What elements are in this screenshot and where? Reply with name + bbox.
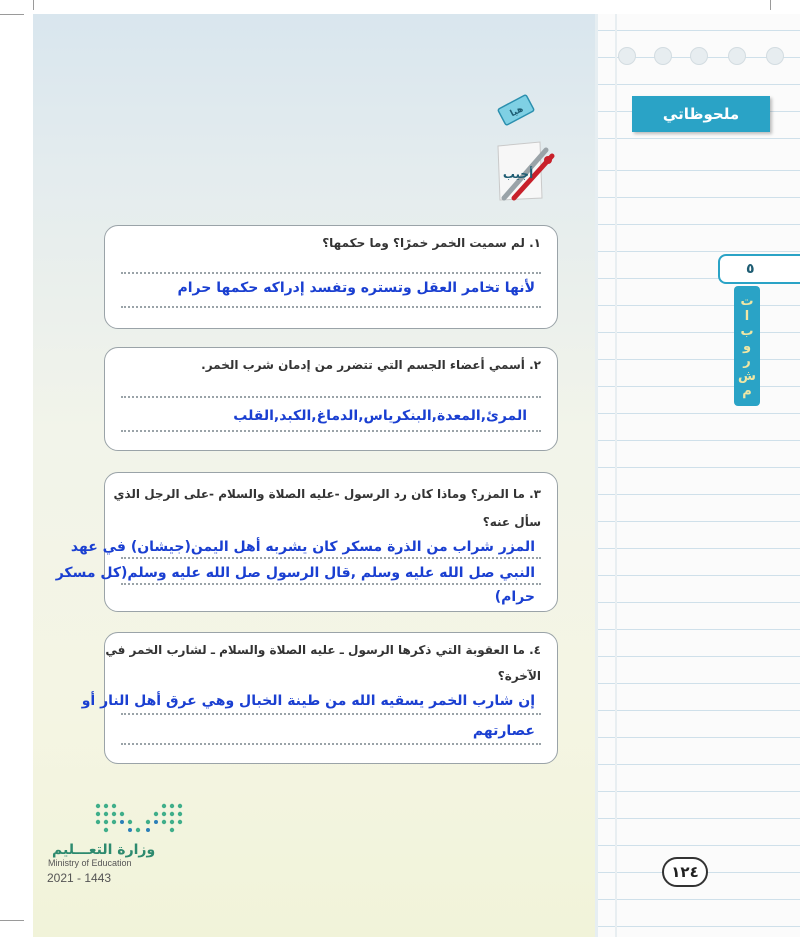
unit-number: ٥ xyxy=(718,254,800,284)
binder-hole xyxy=(654,47,672,65)
question-box-3 xyxy=(55,472,558,612)
notes-tab: ملحوظاتي xyxy=(632,96,770,132)
binder-hole xyxy=(728,47,746,65)
answer-line xyxy=(121,306,541,308)
let-us-icon xyxy=(496,93,536,127)
crop-mark xyxy=(0,920,24,921)
answer-text: المرئ,المعدة,البنكرياس,الدماغ,الكبد,القلب xyxy=(233,408,527,424)
question-text: ١. لم سميت الخمر خمرًا؟ وما حكمها؟ xyxy=(322,236,541,250)
edition-year: 2021 - 1443 xyxy=(47,871,112,885)
ministry-logo-icon xyxy=(90,800,190,834)
question-box-1 xyxy=(104,225,558,329)
notes-column xyxy=(595,14,800,937)
question-text: سأل عنه؟ xyxy=(482,515,541,529)
page-number: ١٢٤ xyxy=(662,857,708,887)
answer-line xyxy=(121,583,541,585)
answer-label: أجيب xyxy=(502,167,534,181)
answer-text: عصارتهم xyxy=(472,723,535,739)
answer-line xyxy=(121,743,541,745)
unit-title: مشروبات xyxy=(734,286,760,406)
question-box-2 xyxy=(104,347,558,451)
let-us-label: هيا xyxy=(508,104,526,120)
answer-line xyxy=(121,396,541,398)
question-text: ٣. ما المزر؟ وماذا كان رد الرسول -عليه الصلاة والسلام -على الرجل الذي xyxy=(113,487,541,501)
answer-line xyxy=(121,272,541,274)
answer-text: النبي صل الله عليه وسلم ,قال الرسول صل الله عليه وسلم(كل مسكر xyxy=(55,565,535,581)
question-box-4 xyxy=(81,632,558,764)
answer-line xyxy=(121,430,541,432)
answer-text: حرام) xyxy=(494,589,535,605)
answer-pen-icon xyxy=(492,140,556,204)
question-text: الآخرة؟ xyxy=(497,669,541,683)
crop-mark xyxy=(770,0,771,10)
answer-text: إن شارب الخمر يسقيه الله من طينة الخبال وهي عرق أهل النار أو xyxy=(81,693,535,709)
answer-text: المزر شراب من الذرة مسكر كان يشربه أهل اليمن(جيشان) في عهد xyxy=(70,539,535,555)
ministry-name-english: Ministry of Education xyxy=(48,858,132,868)
binder-hole xyxy=(690,47,708,65)
answer-line xyxy=(121,713,541,715)
answer-line xyxy=(121,557,541,559)
crop-mark xyxy=(33,0,34,10)
question-text: ٤. ما العقوبة التي ذكرها الرسول ـ عليه الصلاة والسلام ـ لشارب الخمر في xyxy=(105,643,541,657)
binder-hole xyxy=(618,47,636,65)
notes-margin-line xyxy=(615,14,617,937)
answer-text: لأنها تخامر العقل وتستره وتفسد إدراكه حكمها حرام xyxy=(177,280,535,296)
crop-mark xyxy=(0,14,24,15)
ministry-name-arabic: وزارة التعـــليم xyxy=(52,842,156,858)
question-text: ٢. أسمي أعضاء الجسم التي تتضرر من إدمان شرب الخمر. xyxy=(201,358,541,372)
binder-hole xyxy=(766,47,784,65)
